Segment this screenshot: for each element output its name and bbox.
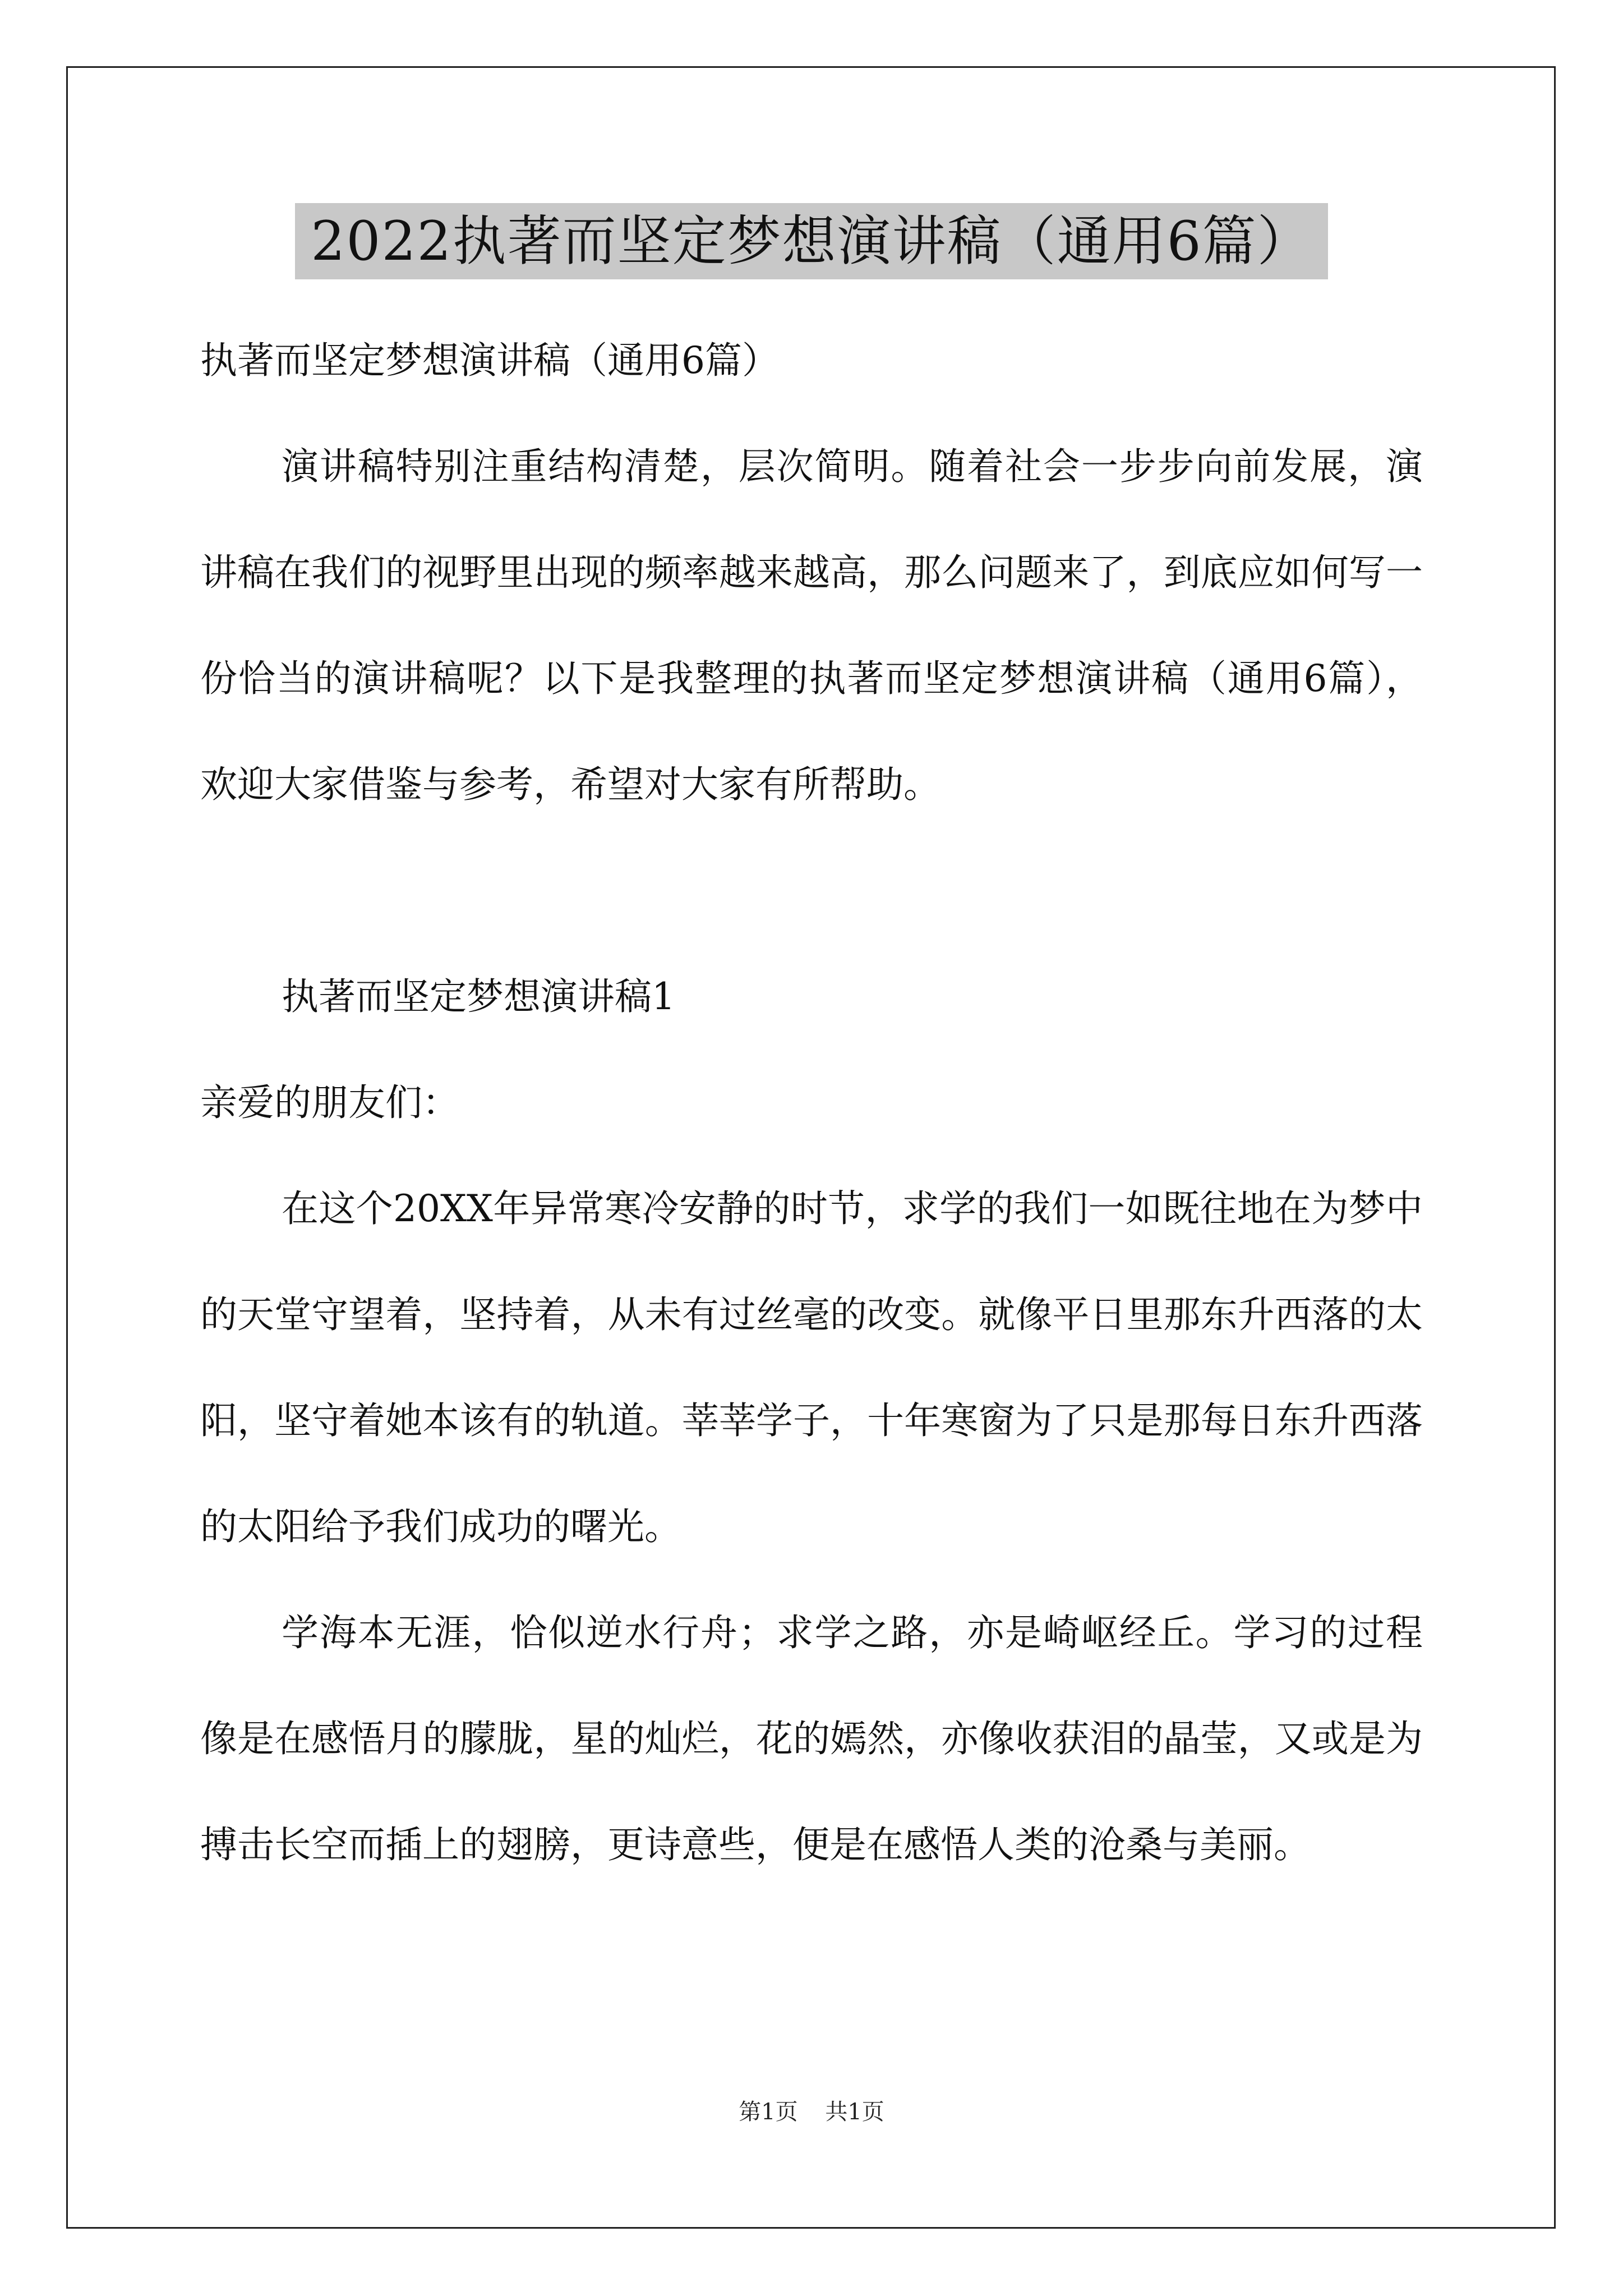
- subtitle-paragraph: 执著而坚定梦想演讲稿（通用6篇）: [200, 339, 779, 382]
- salutation-paragraph: 亲爱的朋友们：: [200, 1081, 459, 1124]
- intro-paragraph: 演讲稿特别注重结构清楚，层次简明。随着社会一步步向前发展，演讲稿在我们的视野里出现的频率越来越高，那么问题来了，到底应如何写一份恰当的演讲稿呢？以下是我整理的执著而坚定梦想演讲稿（通用6篇），欢迎大家借鉴与参考，希望对大家有所帮助。: [200, 445, 1423, 806]
- document-title: 2022执著而坚定梦想演讲稿（通用6篇）: [295, 203, 1327, 279]
- page-number: 第1页: [739, 2099, 798, 2125]
- document-body: [200, 307, 1423, 1898]
- paragraph-spacer: [200, 838, 1423, 944]
- section-heading: 执著而坚定梦想演讲稿1: [282, 975, 675, 1018]
- body-paragraph-1: 在这个20XX年异常寒冷安静的时节，求学的我们一如既往地在为梦中的天堂守望着，坚持着，从未有过丝毫的改变。就像平日里那东升西落的太阳，坚守着她本该有的轨道。莘莘学子，十年寒窗为了只是那每日东升西落的太阳给予我们成功的曙光。: [200, 1187, 1423, 1548]
- page-footer: [0, 2095, 1623, 2129]
- page-total: 共1页: [825, 2099, 884, 2125]
- body-paragraph-2: 学海本无涯，恰似逆水行舟；求学之路，亦是崎岖经丘。学习的过程像是在感悟月的朦胧，星的灿烂，花的嫣然，亦像收获泪的晶莹，又或是为搏击长空而插上的翅膀，更诗意些，便是在感悟人类的沧桑与美丽。: [200, 1611, 1423, 1866]
- title-container: [0, 203, 1623, 279]
